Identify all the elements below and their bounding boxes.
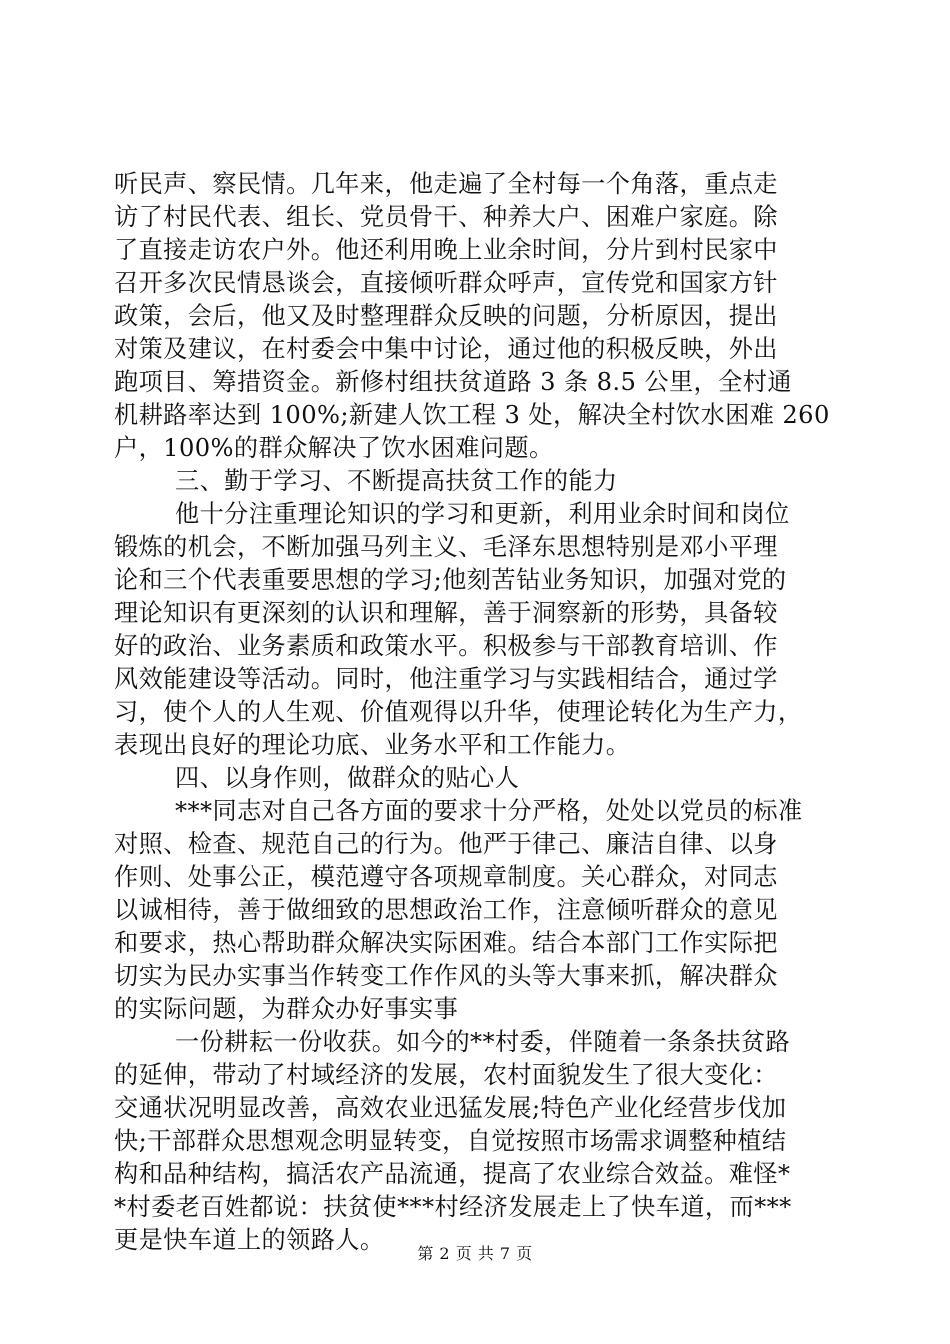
text-line: 构和品种结构，搞活农产品流通，提高了农业综合效益。难怪* xyxy=(114,1160,791,1188)
text-line: 一份耕耘一份收获。如今的**村委，伴随着一条条扶贫路 xyxy=(175,1028,791,1056)
text-line: 户，100%的群众解决了饮水困难问题。 xyxy=(114,434,554,462)
text-line: 的延伸，带动了村域经济的发展，农村面貌发生了很大变化： xyxy=(114,1061,778,1089)
text-line: ***同志对自己各方面的要求十分严格，处处以党员的标准 xyxy=(175,797,803,825)
page-number-label: 第 2 页 共 7 页 xyxy=(417,1244,533,1263)
text-line: 对策及建议，在村委会中集中讨论，通过他的积极反映，外出 xyxy=(114,335,778,363)
section-heading: 四、以身作则，做群众的贴心人 xyxy=(175,764,520,792)
text-line: 表现出良好的理论功底、业务水平和工作能力。 xyxy=(114,731,631,759)
text-line: 以诚相待，善于做细致的思想政治工作，注意倾听群众的意见 xyxy=(114,896,778,924)
text-line: 听民声、察民情。几年来，他走遍了全村每一个角落，重点走 xyxy=(114,170,778,198)
text-line: 对照、检查、规范自己的行为。他严于律己、廉洁自律、以身 xyxy=(114,830,778,858)
text-line: 理论知识有更深刻的认识和理解，善于洞察新的形势，具备较 xyxy=(114,599,778,627)
document-body xyxy=(114,168,840,1257)
text-line: 作则、处事公正，模范遵守各项规章制度。关心群众，对同志 xyxy=(114,863,778,891)
text-line: 锻炼的机会，不断加强马列主义、毛泽东思想特别是邓小平理 xyxy=(114,533,778,561)
text-line: 交通状况明显改善，高效农业迅猛发展;特色产业化经营步伐加 xyxy=(114,1094,787,1122)
text-line: 政策，会后，他又及时整理群众反映的问题，分析原因，提出 xyxy=(114,302,778,330)
text-line: 习，使个人的人生观、价值观得以升华，使理论转化为生产力， xyxy=(114,698,803,726)
text-line: 风效能建设等活动。同时，他注重学习与实践相结合，通过学 xyxy=(114,665,778,693)
section-heading: 三、勤于学习、不断提高扶贫工作的能力 xyxy=(175,467,618,495)
text-line: 机耕路率达到 100%;新建人饮工程 3 处，解决全村饮水困难 260 xyxy=(114,401,830,429)
page-footer xyxy=(0,1244,950,1264)
text-line: 访了村民代表、组长、党员骨干、种养大户、困难户家庭。除 xyxy=(114,203,778,231)
text-line: 切实为民办实事当作转变工作作风的头等大事来抓，解决群众 xyxy=(114,962,778,990)
text-line: 的实际问题，为群众办好事实事 xyxy=(114,995,459,1023)
text-line: 快;干部群众思想观念明显转变，自觉按照市场需求调整种植结 xyxy=(114,1127,787,1155)
text-line: 更是快车道上的领路人。 xyxy=(114,1226,385,1254)
text-line: 论和三个代表重要思想的学习;他刻苦钻业务知识，加强对党的 xyxy=(114,566,787,594)
text-line: 他十分注重理论知识的学习和更新，利用业余时间和岗位 xyxy=(175,500,790,528)
text-line: 跑项目、筹措资金。新修村组扶贫道路 3 条 8.5 公里，全村通 xyxy=(114,368,792,396)
text-line: 了直接走访农户外。他还利用晚上业余时间，分片到村民家中 xyxy=(114,236,778,264)
text-line: *村委老百姓都说：扶贫使***村经济发展走上了快车道，而*** xyxy=(114,1193,792,1221)
text-line: 好的政治、业务素质和政策水平。积极参与干部教育培训、作 xyxy=(114,632,778,660)
text-line: 召开多次民情恳谈会，直接倾听群众呼声，宣传党和国家方针 xyxy=(114,269,778,297)
text-line: 和要求，热心帮助群众解决实际困难。结合本部门工作实际把 xyxy=(114,929,778,957)
